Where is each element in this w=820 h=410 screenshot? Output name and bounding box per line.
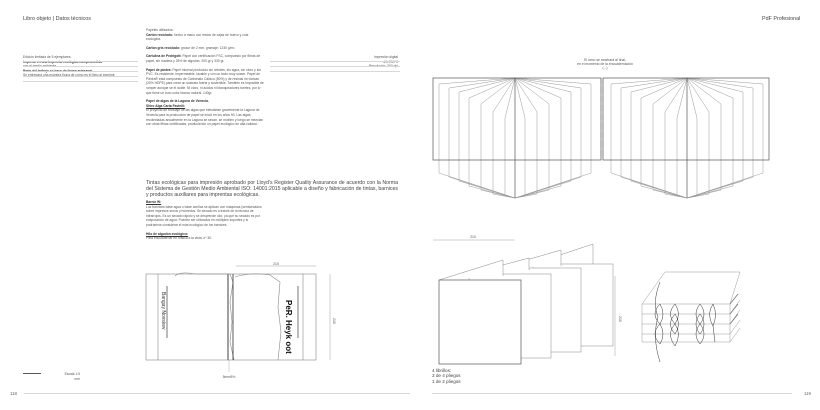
divider <box>23 81 138 82</box>
divider <box>270 66 400 67</box>
back-cover-title: Bangay Novskev <box>160 292 166 330</box>
signatures-width-label: 210 <box>470 235 476 239</box>
papers-intro: Papeles utilizados: <box>146 28 174 32</box>
papers-block <box>146 28 264 127</box>
footer-rule <box>24 393 410 394</box>
divider <box>23 61 138 62</box>
footer-rule <box>432 393 792 394</box>
scale-label: Escala 1:5 mm <box>64 372 80 381</box>
signatures-diagram <box>425 236 635 366</box>
divider <box>270 61 400 62</box>
scale-bar <box>23 373 41 374</box>
paper-item: Cartulina de Pedrigott: Papel con certificación FSC, compuesto por fibras de papel, sin madera y 25% de algodón. 200 gr y 330 gr. <box>146 54 261 63</box>
varnish-block: Barniz W: Los barnices base agua o base acrílica se aplican con máquinas (semisecados sobre impresos secos y húmedos. Se secado es a través de la técnica de infrarrojos. Es un secado rápido y se desprende olor, ya que su secado es por evaporación de agua. Pueden ser utilizados en múltiples soportes y lo podríamos considerar el más ecológico de los barnices. Hilo de algodón ecológico: Para encuadernar en rústica a la vista, nº 30. <box>146 200 262 241</box>
open-book-diagram <box>433 78 793 208</box>
paper-item: Papel de piedra: Papel mineral producido sin árboles, sin agua, sin cloro y sin PVC. Es resistente, impermeable, lavable y con un tacto muy suave. Papel de Piedra® está compuesto de Carbonato Cálcico (80%) y de resinas no tóxicas (20% HDPE) para crear un sustrato fuerte y sostenible. También es imposible de romper aunque se el doble. Ni cloro, ni ácidos ni blanqueadores fuertes, por lo que tiene un tono color blanco natural. 140gr. <box>146 67 264 95</box>
stitching-diagram <box>630 262 740 372</box>
width-label: 210 <box>273 262 279 266</box>
paper-item: Papel de algas de la Laguna de Venecia. Shiro Alga Carta Favinili: El proyecto de reciclaje de las algas que infestaban gravemente la Laguna de Venecia para la producción de papel se inició en los años 90. Las algas recolectadas anualmente en la Laguna se secan, se muelen y luego se mezclan con otras fibras certificadas, produciendo un papel ecológico de alta calidad. <box>146 99 264 127</box>
divider <box>23 71 138 72</box>
front-cover-title: PeR. Heyk oot <box>284 300 293 354</box>
paper-item: Cartón gris reciclado: grosor de 2 mm, gramaje: 1230 g/m². <box>146 45 236 50</box>
paper-item: Cartón reciclado: hecho a mano con restos de cajas de huevo y cola ecológica. <box>146 32 249 42</box>
signatures-list: 4 librillos: 3 de 4 pliegos 1 de 2 pliegos <box>432 368 461 384</box>
open-book-caption: El lomo se mostrará al final, en el momento de la encuadernación (...) <box>577 58 633 70</box>
edition-line: Edición limitada de 5 ejemplares. <box>23 55 72 59</box>
left-page-number: 118 <box>10 391 17 396</box>
left-page-header: Libro objeto | Datos técnicos <box>23 16 91 22</box>
divider <box>23 66 138 67</box>
right-page-number: 119 <box>804 391 811 396</box>
cover-diagram <box>140 262 360 382</box>
divider <box>270 71 400 72</box>
signatures-height-label: 210 <box>618 316 622 322</box>
print-specs: Impresión digital <box>373 55 398 59</box>
height-label: 210 <box>332 318 336 324</box>
right-page-header: PdF Profesional <box>762 16 801 22</box>
inks-paragraph: Tintas ecológicas para impresión aprobado por Lloyd's Register Quality Assurance de acuerdo con la Norma del Sistema de Gestión Medio Ambiental ISO: 14001:2015 aplicable a diseño y fabricación de tintas, barnices y productos auxiliares para imprentas ecológicas. <box>146 180 398 199</box>
spine-label: 5mm/6% <box>222 375 236 379</box>
divider <box>23 76 138 77</box>
